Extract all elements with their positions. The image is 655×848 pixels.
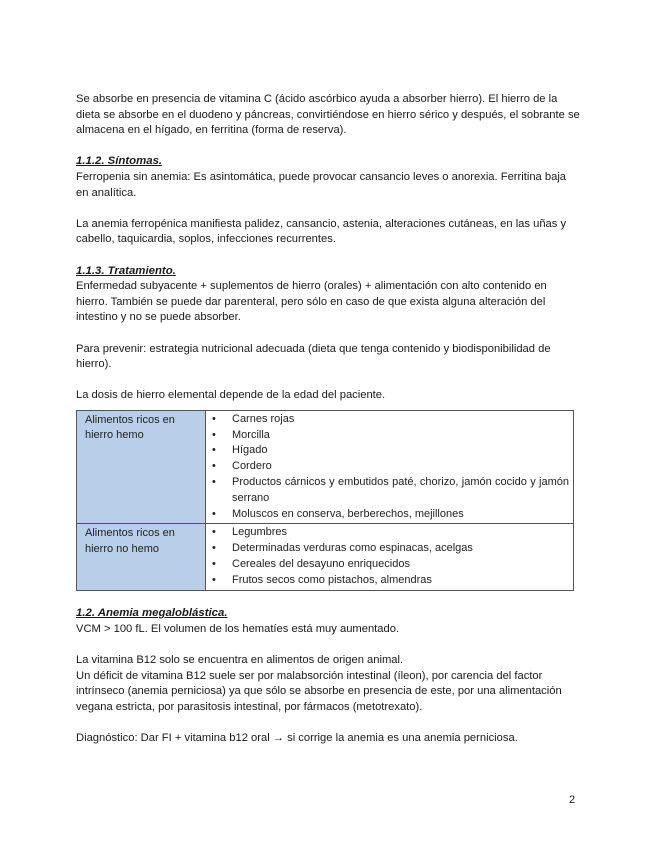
list-item: • Hígado [232,443,569,459]
food-list [206,525,569,588]
list-item: • Legumbres [232,525,569,541]
page-number: 2 [569,794,576,806]
sintomas-paragraph-2: La anemia ferropénica manifiesta palidez, cansancio, astenia, alteraciones cutáneas, en las uñas y cabello, taquicardia, soplos, infecciones recurrentes. [76,217,567,246]
list-item: • Morcilla [232,428,569,444]
table-row [77,410,574,524]
intro-paragraph: Se absorbe en presencia de vitamina C (ácido ascórbico ayuda a absorber hierro). El hierro de la dieta se absorbe en el duodeno y páncreas, convirtiéndose en hierro sérico y después, el sobrante se almacena en el hígado, en ferritina (forma de reserva). [76,93,580,137]
megaloblastica-paragraph-4: Diagnóstico: Dar FI + vitamina b12 oral → si corrige la anemia es una anemia perniciosa. [76,731,518,744]
iron-foods-table [76,410,574,591]
tratamiento-paragraph-1: Enfermedad subyacente + suplementos de hierro (orales) + alimentación con alto contenido en hierro. También se puede dar parenteral, pero sólo en caso de que exista alguna alteración del intestino y no se puede absorber. [76,280,547,324]
category-cell: Alimentos ricos en hierro hemo [77,410,206,524]
list-item: • Determinadas verduras como espinacas, acelgas [232,541,569,557]
megaloblastica-paragraph-3: Un déficit de vitamina B12 suele ser por malabsorción intestinal (íleon), por carencia del factor intrínseco (anemia perniciosa) ya que sólo se absorbe en presencia de este, por una alimentación vegana estricta, por parasitosis intestinal, por fármacos (metotrexato). [76,669,562,713]
list-item: • Cordero [232,459,569,475]
document-page [76,92,580,747]
sintomas-heading: 1.1.2. Síntomas. [76,155,163,168]
sintomas-paragraph-1: Ferropenia sin anemia: Es asintomática, puede provocar cansancio leves o anorexia. Ferritina baja en analítica. [76,170,567,199]
list-item: • Frutos secos como pistachos, almendras [232,573,569,589]
list-item: • Carnes rojas [232,412,569,428]
list-item: • Productos cárnicos y embutidos paté, chorizo, jamón cocido y jamón serrano [232,475,569,507]
tratamiento-paragraph-3: La dosis de hierro elemental depende de la edad del paciente. [76,389,386,402]
list-item: • Moluscos en conserva, berberechos, mejillones [232,507,569,523]
list-item: • Cereales del desayuno enriquecidos [232,557,569,573]
megaloblastica-paragraph-1: VCM > 100 fL. El volumen de los hematíes está muy aumentado. [76,622,400,635]
tratamiento-paragraph-2: Para prevenir: estrategia nutricional adecuada (dieta que tenga contenido y biodisponibilidad de hierro). [76,342,551,371]
category-cell: Alimentos ricos en hierro no hemo [77,524,206,590]
megaloblastica-heading: 1.2. Anemia megaloblástica. [76,607,228,620]
food-list [206,412,569,523]
items-cell [206,524,574,590]
table-row [77,524,574,590]
tratamiento-heading: 1.1.3. Tratamiento. [76,264,176,277]
items-cell [206,410,574,524]
megaloblastica-paragraph-2: La vitamina B12 solo se encuentra en alimentos de origen animal. [76,654,404,667]
